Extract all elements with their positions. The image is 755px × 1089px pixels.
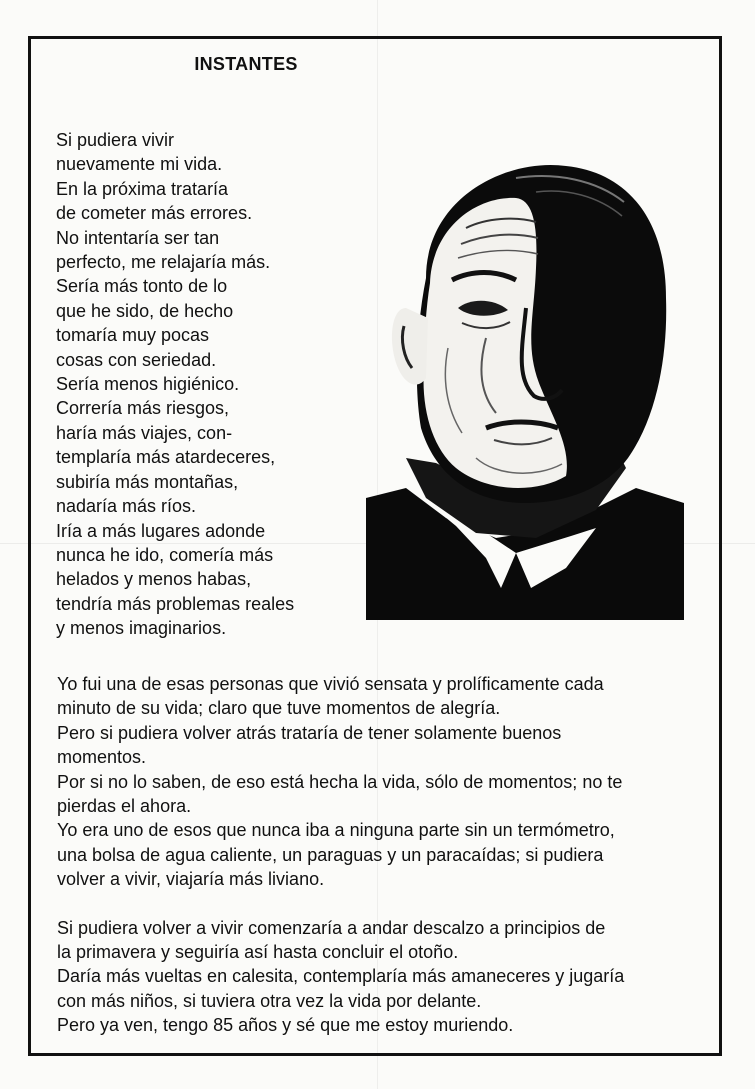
prose-line: Por si no lo saben, de eso está hecha la vida, sólo de momentos; no te [57,771,623,792]
poem-title: INSTANTES [194,54,298,74]
prose-line: pierdas el ahora. [57,796,192,817]
prose-line: la primavera y seguiría así hasta concluir el otoño. [57,942,459,963]
poem-line: nunca he ido, comería más [56,544,274,565]
prose-text [57,672,717,1038]
author-portrait [366,158,684,620]
prose-line: volver a vivir, viajaría más liviano. [57,869,325,890]
poem-line: Si pudiera vivir [56,130,175,150]
prose-line: Si pudiera volver a vivir comenzaría a andar descalzo a principios de [57,917,606,938]
poem-line: helados y menos habas, [56,569,252,590]
poem-line: subiría más montañas, [56,471,239,492]
poem-line: haría más viajes, con- [56,422,233,443]
poem-line: Correría más riesgos, [56,398,230,419]
poem-line: y menos imaginarios. [56,618,227,639]
prose-line: momentos. [57,747,147,768]
poem-line: perfecto, me relajaría más. [56,252,271,273]
poem-line: cosas con seriedad. [56,349,217,370]
prose-line: una bolsa de agua caliente, un paraguas y un paracaídas; si pudiera [57,844,604,865]
prose-line: Yo era uno de esos que nunca iba a ninguna parte sin un termómetro, [57,820,615,841]
poem-line: Sería menos higiénico. [56,374,240,395]
prose-line: Pero si pudiera volver atrás trataría de tener solamente buenos [57,722,562,743]
paragraph-gap [57,892,717,916]
poem-line: templaría más atardeceres, [56,447,276,468]
poem-line: En la próxima trataría [56,178,229,199]
poem-line: nuevamente mi vida. [56,154,223,175]
prose-line: Daría más vueltas en calesita, contemplaría más amaneceres y jugaría [57,966,625,987]
prose-line: minuto de su vida; claro que tuve momentos de alegría. [57,698,501,719]
poem-line: de cometer más errores. [56,203,253,224]
prose-line: Pero ya ven, tengo 85 años y sé que me estoy muriendo. [57,1015,514,1036]
poem-line: tomaría muy pocas [56,325,210,346]
poem-line: tendría más problemas reales [56,593,295,614]
poem-line: nadaría más ríos. [56,496,197,517]
prose-line: con más niños, si tuviera otra vez la vida por delante. [57,990,482,1011]
poem-text [56,128,356,641]
poem-line: Sería más tonto de lo [56,276,228,297]
prose-line: Yo fui una de esas personas que vivió sensata y prolíficamente cada [57,674,604,694]
poem-line: Iría a más lugares adonde [56,520,266,541]
poem-line: que he sido, de hecho [56,300,234,321]
poem-line: No intentaría ser tan [56,227,220,248]
